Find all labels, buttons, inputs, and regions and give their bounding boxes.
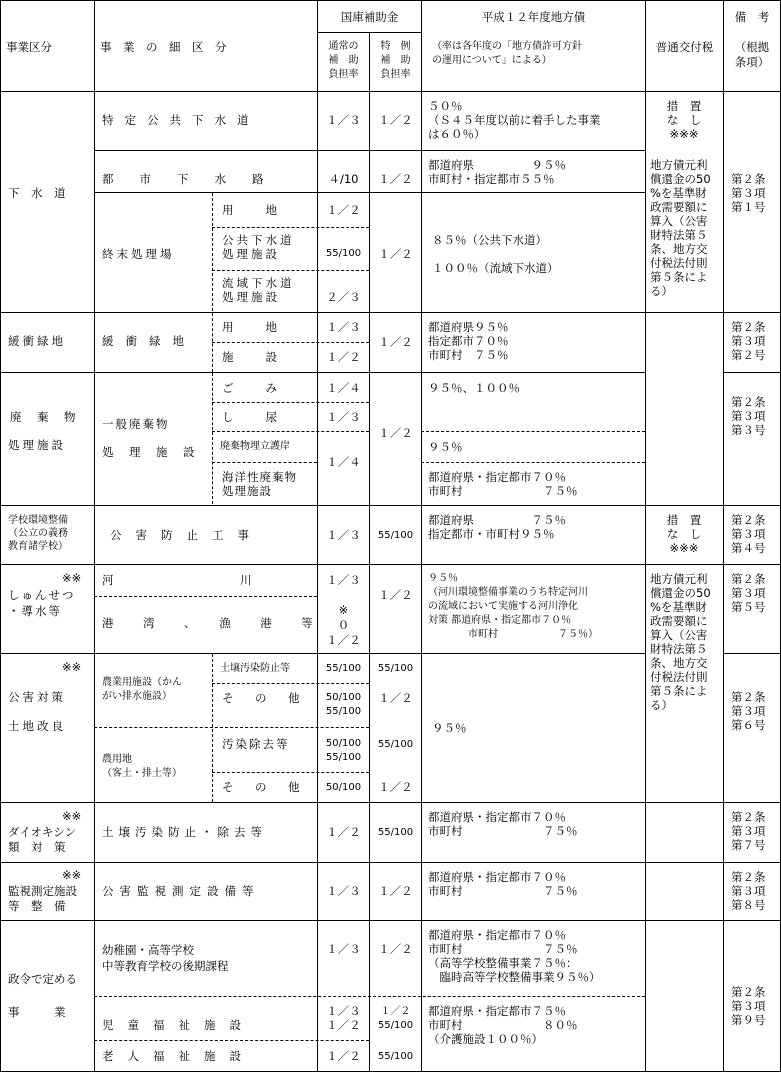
gesuido-yochi-name: 用 地 bbox=[222, 203, 280, 217]
haiki-kaiyo-name: 海洋性廃棄物 処理施設 bbox=[222, 470, 297, 498]
kanshi-tokurei: １／２ bbox=[378, 884, 413, 898]
ryokuchi-label: 緩衝緑地 bbox=[8, 334, 66, 348]
haiki-ippan: 一般廃棄物 処 理 施 設 bbox=[102, 417, 197, 459]
ryokuchi-yochi-name: 用 地 bbox=[222, 320, 280, 334]
gesuido-toshi-name: 都市下水路 bbox=[102, 172, 290, 186]
haiki-chihosai2: ９５％ bbox=[428, 440, 463, 454]
seirei-rojin-name: 老人福祉施設 bbox=[102, 1049, 255, 1063]
haiki-chihosai1: ９５％、１００％ bbox=[428, 381, 520, 395]
haiki-label2: 処理施設 bbox=[8, 438, 66, 452]
gesuido-tokutei-tokurei: １／２ bbox=[378, 113, 413, 127]
haiki-label1: 廃 棄 物 bbox=[10, 410, 78, 424]
kogai-r1-tokurei: 55/100 bbox=[377, 663, 414, 674]
shunsetsu-label: しゅんせつ ・導水等 bbox=[8, 588, 76, 618]
seirei-rojin-tokurei: 55/100 bbox=[377, 1051, 414, 1062]
shunsetsu-kowan-tsujo: ※ ０ １／２ bbox=[326, 603, 361, 647]
gesuido-tokutei-tsujo: １／３ bbox=[326, 113, 361, 127]
gakko-label: 学校環境整備 （公立の義務 教育諸学校） bbox=[8, 515, 68, 552]
kanshi-tsujo: １／３ bbox=[326, 884, 361, 898]
gakko-chihosai: 都道府県 ７５％ 指定都市・市町村９５％ bbox=[428, 513, 566, 541]
gesuido-tokutei-futsu: 措 置 な し ※※※ bbox=[666, 99, 702, 141]
kogai-r2-tokurei: １／２ bbox=[378, 691, 413, 705]
gesuido-ryuiki-name: 流域下水道 処理施設 bbox=[222, 276, 295, 304]
seirei-chihosai2: 都道府県・指定都市７５％ 市町村 ８０％ （介護施設１００％） bbox=[428, 1004, 578, 1046]
gakko-biko: 第２条 第３項 第４号 bbox=[731, 513, 766, 555]
kogai-nochi: 農用地 （客土・排土等） bbox=[102, 754, 182, 779]
kogai-r2-tsujo: 50/100 55/100 bbox=[325, 692, 362, 717]
dioxin-label: ダイオキシン 類 対 策 bbox=[8, 825, 77, 854]
haiki-chihosai3: 都道府県・指定都市７０％ 市町村 ７５％ bbox=[428, 470, 578, 498]
gesuido-yochi-tsujo: １／２ bbox=[326, 203, 361, 217]
kogai-r4-tsujo: 50/100 bbox=[325, 782, 362, 793]
header-biko: 備 考 bbox=[734, 10, 770, 24]
haiki-shinyo-tsujo: １／３ bbox=[326, 410, 361, 424]
kanshi-label: 監視測定施設 等 整 備 bbox=[8, 884, 77, 913]
gakko-tsujo: １／３ bbox=[326, 528, 361, 542]
seirei-label2: 事 業 bbox=[8, 1005, 66, 1019]
gesuido-tokutei-name: 特定公共下水道 bbox=[102, 113, 260, 127]
header-jigyo-kubun: 事業区分 bbox=[6, 40, 52, 54]
haiki-gomi-tsujo: １／４ bbox=[326, 381, 361, 395]
shunsetsu-mark: ※※ bbox=[62, 571, 82, 585]
seirei-label1: 政令で定める bbox=[8, 972, 77, 986]
gesuido-koukyou-tsujo: 55/100 bbox=[325, 248, 362, 259]
seirei-yochien-name: 幼稚園・高等学校 中等教育学校の後期課程 bbox=[102, 943, 229, 973]
kanshi-chihosai: 都道府県・指定都市７０％ 市町村 ７５％ bbox=[428, 870, 578, 898]
haiki-umetate-name: 廃棄物埋立護岸 bbox=[220, 441, 290, 452]
ryokuchi-chihosai: 都道府県９５％ 指定都市７０％ 市町村 ７５％ bbox=[428, 320, 509, 362]
kanshi-biko: 第２条 第３項 第８号 bbox=[731, 870, 766, 912]
kogai-r1-tsujo: 55/100 bbox=[325, 663, 362, 674]
gesuido-label: 下 水 道 bbox=[8, 186, 66, 200]
shunsetsu-futsu: 地方債元利 償還金の50 %を基準財 政需要額に 算入（公害 財特法第５ 条、地方交 付税法付則 第５条によ る） bbox=[650, 572, 711, 712]
kogai-r3-name: 汚染除去等 bbox=[222, 737, 290, 751]
header-biko-note: （根拠 条項） bbox=[734, 40, 770, 69]
ryokuchi-yochi-tsujo: １／３ bbox=[326, 320, 361, 334]
header-futsu: 普通交付税 bbox=[655, 40, 714, 54]
gesuido-shumatsu-tokurei: １／２ bbox=[378, 247, 413, 261]
dioxin-tokurei: 55/100 bbox=[377, 827, 414, 838]
dioxin-chihosai: 都道府県・指定都市７０％ 市町村 ７５％ bbox=[428, 810, 578, 838]
kogai-mark: ※※ bbox=[62, 660, 82, 674]
kogai-nogyo: 農業用施設（かん がい排水施設） bbox=[102, 677, 182, 702]
shunsetsu-tokurei: １／２ bbox=[378, 588, 413, 602]
ryokuchi-biko: 第２条 第３項 第２号 bbox=[731, 320, 766, 362]
seirei-chihosai1: 都道府県・指定都市７０％ 市町村 ７５％ （高等学校整備事業７５％： 臨時高等学校整備事業９５％） bbox=[428, 928, 601, 984]
haiki-shinyo-name: し 尿 bbox=[222, 410, 280, 424]
haiki-gomi-name: ご み bbox=[222, 381, 280, 395]
kogai-label1: 公害対策 bbox=[8, 690, 66, 704]
gesuido-ryuiki-tsujo: ２／３ bbox=[326, 290, 361, 304]
header-tokurei: 特 例 補 助 負担率 bbox=[380, 41, 411, 80]
seirei-biko: 第２条 第３項 第９号 bbox=[731, 985, 766, 1027]
gesuido-toshi-tokurei: １／２ bbox=[378, 172, 413, 186]
haiki-umetate-kaiyo-tsujo: １／４ bbox=[326, 455, 361, 469]
ryokuchi-sub: 緩衝緑地 bbox=[102, 334, 196, 348]
shunsetsu-biko: 第２条 第３項 第５号 bbox=[731, 572, 766, 614]
seirei-yochien-tokurei: １／２ bbox=[378, 942, 413, 956]
shunsetsu-kasen-tsujo: １／３ bbox=[326, 573, 361, 587]
header-tsujo: 通常の 補 助 負担率 bbox=[328, 41, 359, 80]
seirei-jido-tsujo: １／３ １／２ bbox=[326, 1004, 361, 1032]
gesuido-shumatsu-name: 終末処理場 bbox=[102, 247, 175, 261]
kogai-chihosai: ９５％ bbox=[432, 721, 467, 735]
haiki-tokurei: １／２ bbox=[378, 426, 413, 440]
kogai-r3-tsujo: 50/100 55/100 bbox=[325, 738, 362, 763]
gakko-tokurei: 55/100 bbox=[377, 530, 414, 541]
kogai-label2: 土地改良 bbox=[8, 719, 66, 733]
dioxin-mark: ※※ bbox=[62, 809, 82, 823]
gesuido-toshi-chihosai: 都道府県 ９５％ 市町村・指定都市５５％ bbox=[428, 158, 566, 186]
shunsetsu-chihosai: ９５％ （河川環境整備事業のうち特定河川 の流域において実施する河川浄化 対策 都道府県・指定都市７０％ 市町村 ７５％） bbox=[428, 573, 598, 640]
ryokuchi-shisetsu-name: 施 設 bbox=[222, 350, 280, 364]
header-chihosai: 平成１２年度地方債 bbox=[481, 10, 586, 24]
gakko-futsu: 措 置 な し ※※※ bbox=[666, 513, 702, 555]
kogai-biko: 第２条 第３項 第６号 bbox=[731, 690, 766, 732]
kogai-r3-tokurei: 55/100 bbox=[377, 739, 414, 750]
shunsetsu-kowan-name: 港 湾 、 漁 港 等 bbox=[102, 616, 322, 630]
seirei-jido-name: 児童福祉施設 bbox=[102, 1018, 255, 1032]
gesuido-biko: 第２条 第３項 第１号 bbox=[731, 172, 766, 214]
seirei-yochien-tsujo: １／３ bbox=[326, 942, 361, 956]
gesuido-tokutei-chihosai: ５０％ （Ｓ４５年度以前に着手した事業 は６０％） bbox=[428, 99, 601, 141]
shunsetsu-kasen-name: 河 川 bbox=[102, 573, 252, 587]
dioxin-tsujo: １／２ bbox=[326, 825, 361, 839]
dioxin-name: 土壌汚染防止・除去等 bbox=[102, 825, 267, 839]
ryokuchi-shisetsu-tsujo: １／２ bbox=[326, 350, 361, 364]
gakko-name: 公害防止工事 bbox=[110, 528, 263, 542]
ryokuchi-tokurei: １／２ bbox=[378, 335, 413, 349]
kanshi-mark: ※※ bbox=[62, 868, 82, 882]
kogai-r1-name: 土壌汚染防止等 bbox=[220, 663, 290, 674]
gesuido-koukyou-name: 公共下水道 処理施設 bbox=[222, 233, 295, 261]
header-hojokin: 国庫補助金 bbox=[340, 10, 399, 24]
seirei-jido-tokurei: １／２ 55/100 bbox=[377, 1006, 414, 1031]
kogai-r4-tokurei: １／２ bbox=[378, 780, 413, 794]
header-chihosai-note: （率は各年度の「地方債許可方針 の運用について」による） bbox=[432, 41, 582, 66]
gesuido-futsu: 地方債元利 償還金の50 %を基準財 政需要額に 算入（公害 財特法第５ 条、地方交 付税法付則 第５条によ る） bbox=[650, 158, 711, 298]
seirei-rojin-tsujo: １／２ bbox=[326, 1049, 361, 1063]
kanshi-name: 公害監視測定設備等 bbox=[102, 884, 260, 898]
header-saikubun: 事 業 の 細 区 分 bbox=[100, 40, 227, 54]
dioxin-biko: 第２条 第３項 第７号 bbox=[731, 810, 766, 852]
haiki-biko: 第２条 第３項 第３号 bbox=[731, 395, 766, 437]
kogai-r4-name: そ の 他 bbox=[222, 780, 305, 794]
gesuido-toshi-tsujo: ４/10 bbox=[328, 172, 359, 186]
kogai-r2-name: そ の 他 bbox=[222, 691, 305, 705]
gesuido-shumatsu-chihosai: ８５％（公共下水道） １００％（流域下水道） bbox=[432, 233, 559, 275]
